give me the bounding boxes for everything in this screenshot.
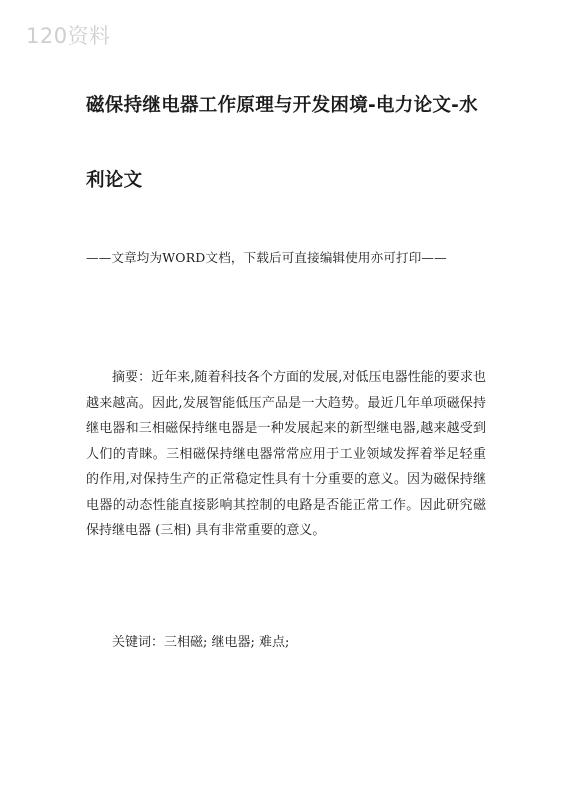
document-title: 磁保持继电器工作原理与开发困境-电力论文-水利论文: [86, 95, 478, 191]
abstract-paragraph: 摘要：近年来,随着科技各个方面的发展,对低压电器性能的要求也越来越高。因此,发展智能低压产品是一大趋势。最近几年单项磁保持继电器和三相磁保持继电器是一种发展起来的新型继电器,越来越受到人们的青睐。三相磁保持继电器常常应用于工业领域发挥着举足轻重的作用,对保持生产的正常稳定性具有十分重要的意义。因为磁保持继电器的动态性能直接影响其控制的电路是否能正常工作。因此研究磁保持继电器 (三相) 具有非常重要的意义。: [86, 370, 486, 538]
keywords-line: 关键词：三相磁; 继电器; 难点;: [112, 635, 290, 650]
watermark-logo: 120资料: [26, 24, 111, 48]
document-subtitle: ——文章均为WORD文档，下载后可直接编辑使用亦可打印——: [86, 250, 447, 265]
